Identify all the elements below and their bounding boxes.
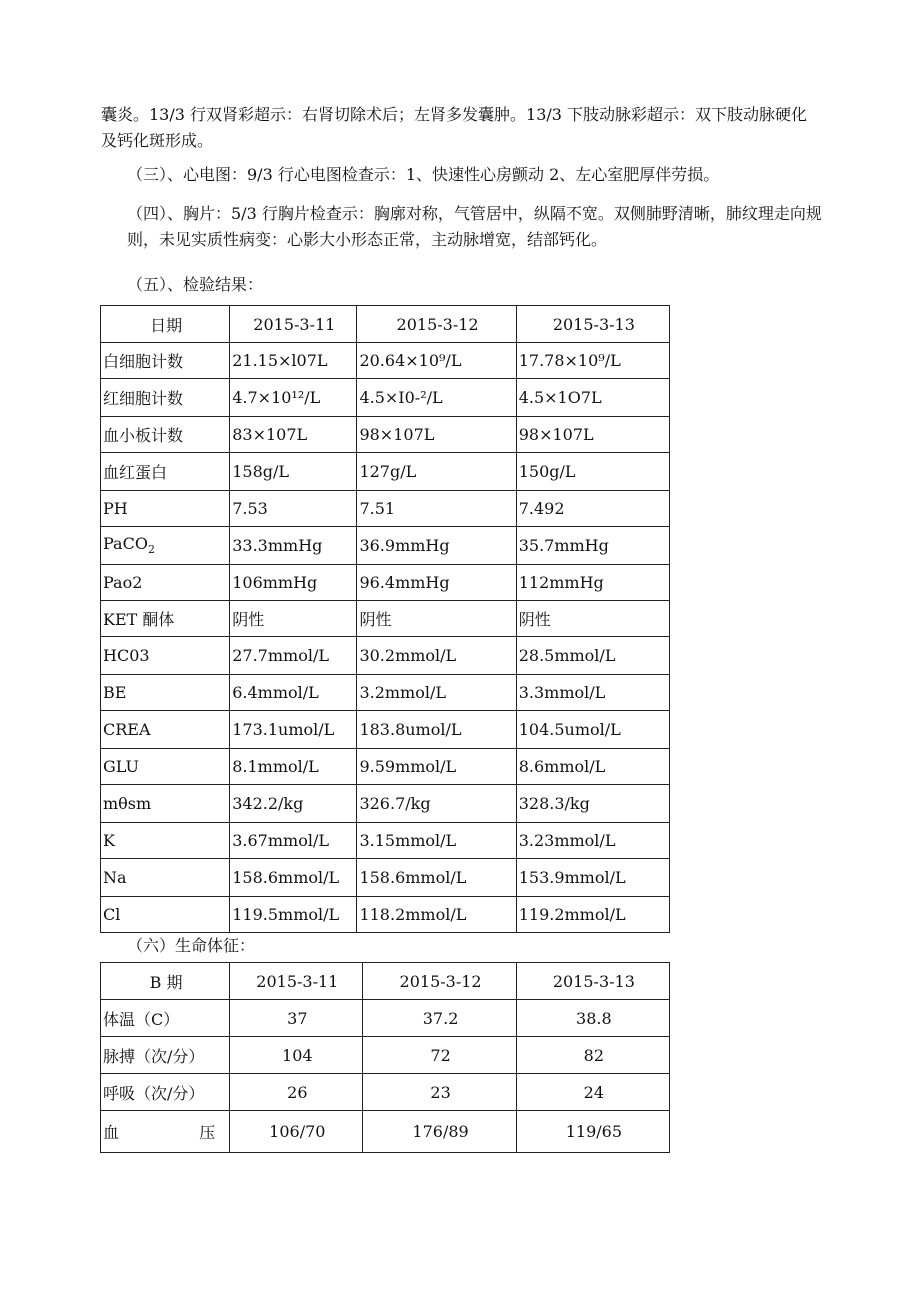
- vitals-value-cell: 26: [230, 1074, 363, 1111]
- lab-value-cell: 7.53: [230, 491, 357, 527]
- lab-value-cell: 30.2mmol/L: [357, 637, 516, 675]
- lab-results-table: [100, 305, 670, 933]
- paragraph-lab-heading: （五）、检验结果：: [127, 275, 264, 294]
- lab-value-cell: 158.6mmol/L: [357, 859, 516, 897]
- lab-item-name: [101, 749, 230, 785]
- vitals-value-cell: 37: [230, 1000, 363, 1037]
- lab-value-cell: 3.67mmol/L: [230, 823, 357, 859]
- paragraph-vitals-heading: （六）生命体征：: [127, 936, 256, 955]
- lab-item-name: [101, 785, 230, 823]
- vitals-value-cell: 82: [516, 1037, 669, 1074]
- lab-item-label: K: [103, 831, 115, 850]
- table-row: [101, 527, 670, 565]
- lab-value-cell: 17.78×10⁹/L: [516, 343, 669, 379]
- vitals-item-name: 体温（C）: [101, 1000, 230, 1037]
- lab-value-cell: 3.15mmol/L: [357, 823, 516, 859]
- lab-item-label: mθsm: [103, 794, 152, 813]
- table-row: [101, 749, 670, 785]
- table-row: [101, 637, 670, 675]
- lab-value-cell: 27.7mmol/L: [230, 637, 357, 675]
- table-row: [101, 785, 670, 823]
- lab-item-label: 血红蛋白: [103, 463, 168, 482]
- table-row: [101, 565, 670, 601]
- table-row: [101, 601, 670, 637]
- lab-item-label: 血小板计数: [103, 426, 184, 445]
- vitals-value-cell: 104: [230, 1037, 363, 1074]
- lab-item-name: [101, 637, 230, 675]
- lab-value-cell: 7.492: [516, 491, 669, 527]
- lab-value-cell: 98×107L: [516, 417, 669, 453]
- vitals-item-name: 脉搏（次/分）: [101, 1037, 230, 1074]
- lab-value-cell: 4.5×1O7L: [516, 379, 669, 417]
- lab-item-name: [101, 601, 230, 637]
- lab-item-label: Na: [103, 868, 127, 887]
- lab-value-cell: 21.15×l07L: [230, 343, 357, 379]
- lab-item-label: 白细胞计数: [103, 352, 184, 371]
- lab-value-cell: 35.7mmHg: [516, 527, 669, 565]
- lab-item-label: GLU: [103, 757, 140, 776]
- lab-item-label: PH: [103, 499, 128, 518]
- table-row: [101, 417, 670, 453]
- lab-value-cell: 33.3mmHg: [230, 527, 357, 565]
- lab-value-cell: 7.51: [357, 491, 516, 527]
- lab-value-cell: 4.5×I0-²/L: [357, 379, 516, 417]
- lab-value-cell: 98×107L: [357, 417, 516, 453]
- paragraph-ecg: （三）、心电图：9/3 行心电图检查示：1、快速性心房颤动 2、左心室肥厚伴劳损。: [127, 165, 720, 184]
- vitals-value-cell: 23: [363, 1074, 516, 1111]
- lab-value-cell: 3.3mmol/L: [516, 675, 669, 711]
- vitals-value-cell: 72: [363, 1037, 516, 1074]
- lab-value-cell: 112mmHg: [516, 565, 669, 601]
- blood-pressure-label-right: 压: [199, 1123, 216, 1142]
- lab-value-cell: 150g/L: [516, 453, 669, 491]
- table-row: [101, 823, 670, 859]
- table-row: [101, 1000, 670, 1037]
- blood-pressure-label-left: 血: [103, 1123, 120, 1142]
- lab-value-cell: 183.8umol/L: [357, 711, 516, 749]
- lab-value-cell: 127g/L: [357, 453, 516, 491]
- lab-value-cell: 8.6mmol/L: [516, 749, 669, 785]
- vitals-value-cell: 38.8: [516, 1000, 669, 1037]
- vital-signs-table: [100, 962, 670, 1153]
- lab-item-name: [101, 711, 230, 749]
- table-row: [101, 711, 670, 749]
- lab-item-name: [101, 565, 230, 601]
- lab-value-cell: 158.6mmol/L: [230, 859, 357, 897]
- lab-item-label: Pao2: [103, 573, 143, 592]
- vitals-header-row: [101, 963, 670, 1000]
- lab-item-label: HC03: [103, 646, 150, 665]
- lab-value-cell: 158g/L: [230, 453, 357, 491]
- lab-item-label: KET 酮体: [103, 610, 175, 629]
- vitals-item-name: [101, 1111, 230, 1153]
- lab-header-date: 2015-3-11: [230, 306, 357, 343]
- table-row: [101, 1111, 670, 1153]
- vitals-header-date: 2015-3-11: [230, 963, 363, 1000]
- table-row: [101, 859, 670, 897]
- lab-value-cell: 3.2mmol/L: [357, 675, 516, 711]
- table-row: [101, 379, 670, 417]
- lab-header-date: 2015-3-12: [357, 306, 516, 343]
- vitals-header-date: 2015-3-13: [516, 963, 669, 1000]
- lab-value-cell: 83×107L: [230, 417, 357, 453]
- lab-value-cell: 119.2mmol/L: [516, 897, 669, 933]
- table-row: [101, 1037, 670, 1074]
- lab-header-label: 日期: [101, 306, 230, 343]
- lab-header-date: 2015-3-13: [516, 306, 669, 343]
- table-row: [101, 675, 670, 711]
- lab-item-name: [101, 343, 230, 379]
- lab-item-name: [101, 453, 230, 491]
- paragraph-chest-xray: （四）、胸片：5/3 行胸片检查示：胸廓对称，气管居中，纵隔不宽。双侧肺野清晰，肺纹理走向规则，未见实质性病变：心影大小形态正常，主动脉增宽，结部钙化。: [127, 204, 822, 249]
- vitals-value-cell: 119/65: [516, 1111, 669, 1153]
- table-row: [101, 1074, 670, 1111]
- paragraph-renal-ultrasound: 囊炎。13/3 行双肾彩超示：右肾切除术后；左肾多发囊肿。13/3 下肢动脉彩超示：双下肢动脉硬化及钙化斑形成。: [101, 105, 808, 150]
- vitals-value-cell: 106/70: [230, 1111, 363, 1153]
- table-row: [101, 491, 670, 527]
- lab-item-subscript: 2: [147, 543, 155, 557]
- table-row: [101, 343, 670, 379]
- lab-item-name: [101, 379, 230, 417]
- lab-value-cell: 153.9mmol/L: [516, 859, 669, 897]
- lab-value-cell: 328.3/kg: [516, 785, 669, 823]
- lab-value-cell: 119.5mmol/L: [230, 897, 357, 933]
- lab-value-cell: 36.9mmHg: [357, 527, 516, 565]
- table-row: [101, 897, 670, 933]
- vitals-header-date: 2015-3-12: [363, 963, 516, 1000]
- blood-pressure-label: [103, 1120, 229, 1143]
- lab-item-name: [101, 823, 230, 859]
- lab-value-cell: 173.1umol/L: [230, 711, 357, 749]
- lab-item-name: [101, 527, 230, 565]
- lab-value-cell: 106mmHg: [230, 565, 357, 601]
- lab-item-name: [101, 491, 230, 527]
- lab-value-cell: 6.4mmol/L: [230, 675, 357, 711]
- lab-value-cell: 28.5mmol/L: [516, 637, 669, 675]
- lab-value-cell: 104.5umol/L: [516, 711, 669, 749]
- lab-item-label: BE: [103, 683, 127, 702]
- lab-value-cell: 326.7/kg: [357, 785, 516, 823]
- lab-item-label: 红细胞计数: [103, 389, 184, 408]
- lab-value-cell: 阴性: [230, 601, 357, 637]
- lab-value-cell: 阴性: [357, 601, 516, 637]
- lab-value-cell: 8.1mmol/L: [230, 749, 357, 785]
- lab-item-name: [101, 417, 230, 453]
- vitals-header-label: B 期: [101, 963, 230, 1000]
- lab-value-cell: 9.59mmol/L: [357, 749, 516, 785]
- lab-item-name: [101, 675, 230, 711]
- lab-item-name: [101, 859, 230, 897]
- lab-item-label: CREA: [103, 720, 151, 739]
- lab-value-cell: 20.64×10⁹/L: [357, 343, 516, 379]
- lab-item-name: [101, 897, 230, 933]
- table-row: [101, 453, 670, 491]
- lab-header-row: [101, 306, 670, 343]
- lab-value-cell: 118.2mmol/L: [357, 897, 516, 933]
- lab-value-cell: 3.23mmol/L: [516, 823, 669, 859]
- lab-value-cell: 342.2/kg: [230, 785, 357, 823]
- vitals-item-name: 呼吸（次/分）: [101, 1074, 230, 1111]
- vitals-value-cell: 176/89: [363, 1111, 516, 1153]
- vitals-value-cell: 37.2: [363, 1000, 516, 1037]
- lab-value-cell: 96.4mmHg: [357, 565, 516, 601]
- lab-item-label: Cl: [103, 905, 121, 924]
- vitals-value-cell: 24: [516, 1074, 669, 1111]
- lab-value-cell: 4.7×10¹²/L: [230, 379, 357, 417]
- lab-value-cell: 阴性: [516, 601, 669, 637]
- lab-item-label: PaCO: [103, 534, 148, 554]
